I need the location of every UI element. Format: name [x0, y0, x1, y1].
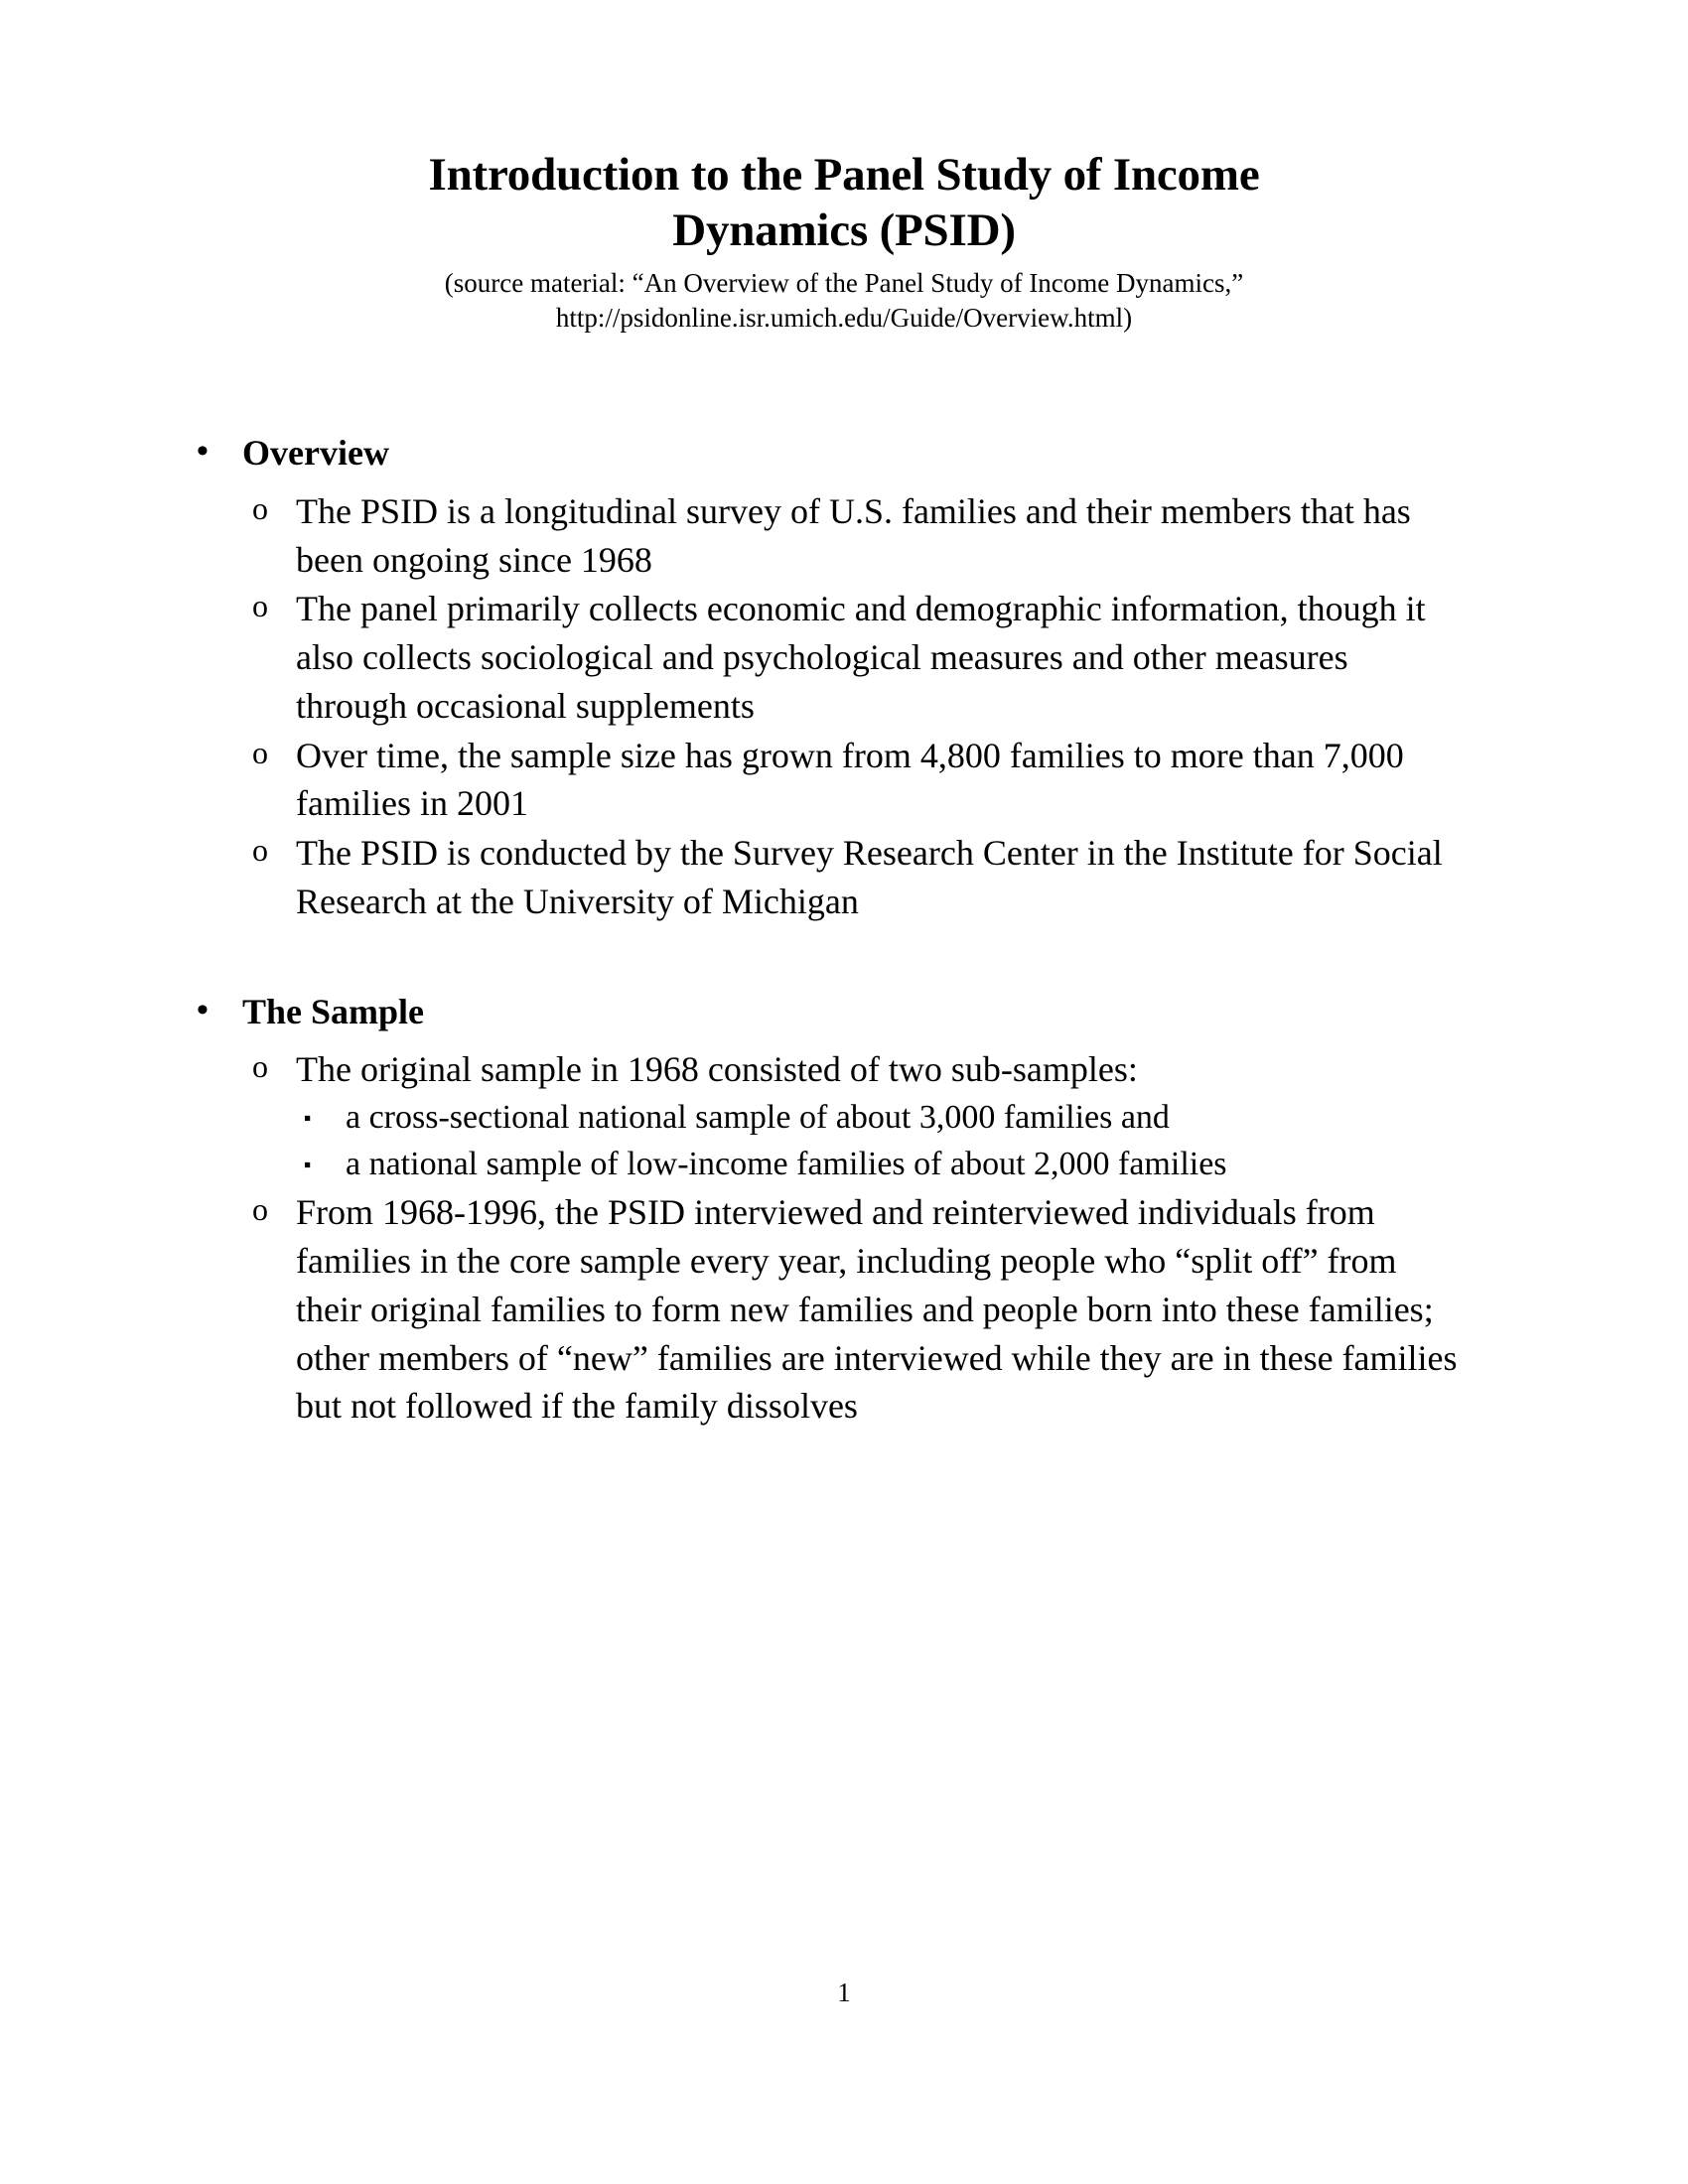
section-heading-row [0, 988, 1688, 1036]
page-title-line-1: Introduction to the Panel Study of Income [428, 149, 1260, 201]
circle-bullet-icon: o [252, 1048, 268, 1085]
circle-bullet-icon: o [252, 588, 268, 624]
section-heading-the-sample: The Sample [242, 991, 425, 1031]
list-item [0, 829, 1688, 926]
circle-bullet-icon: o [252, 832, 268, 869]
list-item [0, 1188, 1688, 1431]
source-material-note [228, 266, 1460, 336]
page-title-line-2: Dynamics (PSID) [672, 205, 1016, 257]
page-number: 1 [837, 1978, 851, 2007]
sub-list-item-text: a national sample of low-income families of about 2,000 families [346, 1146, 1227, 1183]
list-item [0, 732, 1688, 829]
sub-list-item-text: a cross-sectional national sample of about 3,000 families and [346, 1099, 1170, 1137]
section-the-sample [0, 988, 1688, 1431]
square-bullet-icon: ▪ [304, 1153, 312, 1177]
list-item-text: The panel primarily collects economic and demographic information, though it also collects sociological and psychological measures and other measures through occasional supplements [296, 589, 1426, 726]
page-number-footer [0, 1978, 1688, 2008]
circle-bullet-icon: o [252, 734, 268, 770]
section-overview [0, 429, 1688, 926]
circle-bullet-icon: o [252, 489, 268, 526]
disc-bullet-icon: • [197, 433, 209, 470]
square-bullet-icon: ▪ [304, 1106, 312, 1131]
list-item-text: From 1968-1996, the PSID interviewed and reinterviewed individuals from families in the core sample every year, including people who “split off” from their original families to form new families and people born into these families; other members of “new” families are interviewed while they are in these families but not followed if the family dissolves [296, 1192, 1458, 1427]
list-item [0, 1045, 1688, 1094]
list-item-text: The PSID is a longitudinal survey of U.S. families and their members that has been ongoing since 1968 [296, 490, 1411, 580]
list-item-text: The PSID is conducted by the Survey Research Center in the Institute for Social Research at the University of Michigan [296, 833, 1443, 921]
disc-bullet-icon: • [197, 991, 209, 1028]
list-item-text: The original sample in 1968 consisted of two sub-samples: [296, 1049, 1138, 1090]
circle-bullet-icon: o [252, 1191, 268, 1228]
list-item-text: Over time, the sample size has grown from 4,800 families to more than 7,000 families in 2001 [296, 735, 1404, 824]
sub-list-item [0, 1095, 1688, 1141]
page-title [228, 147, 1460, 259]
list-item [0, 585, 1688, 730]
title-block [228, 147, 1460, 336]
section-heading-overview: Overview [242, 433, 389, 473]
sub-list-item [0, 1142, 1688, 1187]
section-heading-row [0, 429, 1688, 478]
list-item [0, 487, 1688, 585]
source-material-line-1: (source material: “An Overview of the Panel Study of Income Dynamics,” [444, 267, 1244, 298]
source-material-url: http://psidonline.isr.umich.edu/Guide/Overview.html) [555, 302, 1133, 333]
document-body [0, 429, 1688, 1432]
